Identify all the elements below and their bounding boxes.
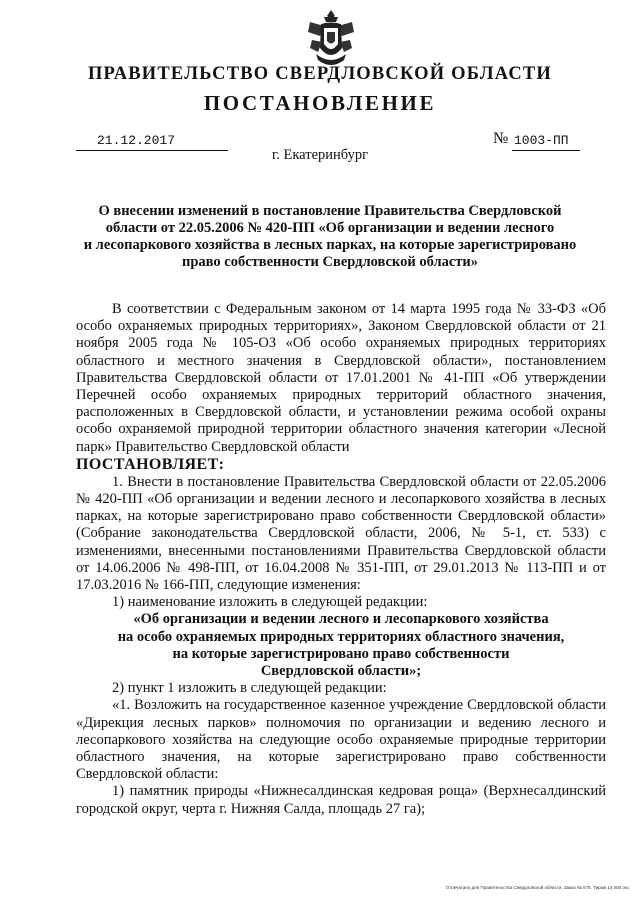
city: г. Екатеринбург <box>271 147 369 163</box>
subitem-1: 1) наименование изложить в следующей редакции: <box>112 594 428 611</box>
new-name-line: на которые зарегистрировано право собственности <box>172 645 510 662</box>
print-note: Отпечатано для Правительства Свердловской области. Заказ № 575. Тираж 14 000 экз. <box>445 885 630 890</box>
title-line: О внесении изменений в постановление Правительства Свердловской <box>98 203 562 219</box>
new-name-block <box>76 611 606 680</box>
number-sign: № <box>493 130 509 147</box>
document-date: 21.12.2017 <box>97 133 176 148</box>
monument-1-paragraph: 1) памятник природы «Нижнесалдинская кедровая роща» (Верхнесалдинский городской округ, черта г. Нижняя Салда, площадь 27 га); <box>76 783 606 817</box>
document-title <box>60 203 600 271</box>
postanovlyaet-heading: ПОСТАНОВЛЯЕТ: <box>76 455 225 473</box>
document-body <box>76 301 606 818</box>
item-1-paragraph: 1. Внести в постановление Правительства Свердловской области от 22.05.2006 № 420-ПП «Об организации и ведении лесного и лесопаркового хозяйства в лесных парках, на которые зарегистрировано право собственности Свердловской области» (Собрание законодательства Свердловской области, 2006, № 5-1, ст. 533) с изменениями, внесенными постановлениями Правительства Свердловской области от 14.06.2006 № 498-ПП, от 16.04.2008 № 351-ПП, от 29.01.2013 № 113-ПП и от 17.03.2016 № 166-ПП, следующие изменения: <box>76 473 606 594</box>
title-line: право собственности Свердловской области» <box>181 254 479 270</box>
point-1-paragraph: «1. Возложить на государственное казенное учреждение Свердловской области «Дирекция лесных парков» полномочия по организации и ведению лесного и лесопаркового хозяйства на следующие особо охраняемые природные территории областного значения, на которые зарегистрировано право собственности Свердловской области: <box>76 697 606 783</box>
new-name-line: «Об организации и ведении лесного и лесопаркового хозяйства <box>133 611 549 628</box>
new-name-line: на особо охраняемых природных территориях областного значения, <box>117 628 565 645</box>
subitem-2: 2) пункт 1 изложить в следующей редакции: <box>112 680 387 697</box>
coat-of-arms-icon <box>304 8 358 70</box>
document-number: 1003-ПП <box>514 133 569 148</box>
government-title: ПРАВИТЕЛЬСТВО СВЕРДЛОВСКОЙ ОБЛАСТИ <box>87 64 553 84</box>
title-line: и лесопаркового хозяйства в лесных парках, на которые зарегистрировано <box>83 237 577 253</box>
title-line: области от 22.05.2006 № 420-ПП «Об организации и ведении лесного <box>105 220 555 236</box>
new-name-line: Свердловской области»; <box>260 663 422 680</box>
document-type: ПОСТАНОВЛЕНИЕ <box>203 91 437 115</box>
preamble-paragraph: В соответствии с Федеральным законом от 14 марта 1995 года № 33-ФЗ «Об особо охраняемых природных территориях», Законом Свердловской области от 21 ноября 2005 года № 105-ОЗ «Об особо охраняемых природных территориях областного и местного значения в Свердловской области», постановлением Правительства Свердловской области от 17.01.2001 № 41-ПП «Об утверждении Перечней особо охраняемых природных территорий областного значения, расположенных в Свердловской области, и установлении режима особой охраны особо охраняемой природной территории областного значения категории «Лесной парк» Правительство Свердловской области <box>76 301 606 455</box>
